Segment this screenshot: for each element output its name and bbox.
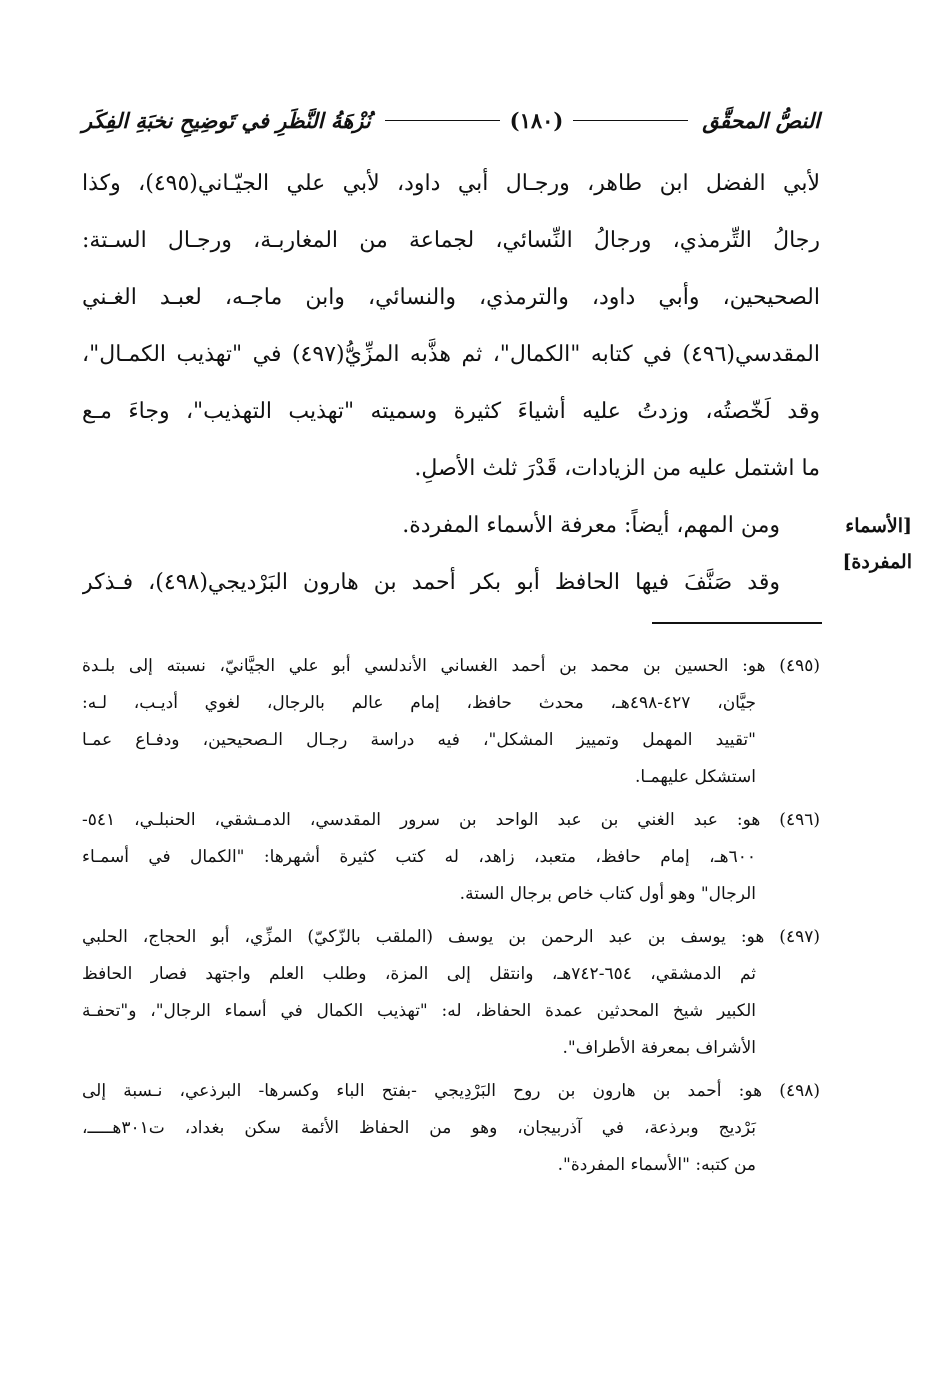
footnote-line: جيَّان، ٤٢٧-٤٩٨هـ، محدث حافظ، إمام عالم بالرجال، لغوي أديـب، لـه:: [82, 693, 756, 713]
running-header: [82, 100, 820, 140]
footnote-line: (٤٩٦) هو: عبد الغني بن عبد الواحد بن سرور المقدسي، الدمـشقي، الحنبلـي، ٥٤١-: [82, 810, 820, 830]
page-number: (١٨٠): [509, 107, 564, 133]
footnote-line: بَرْديج وبرذعة، في آذربيجان، وهو من الحفاظ الأئمة سكن بغداد، ت٣٠١هـــــ،: [82, 1118, 756, 1138]
text-line: رجالُ التِّرمذي، ورجالُ النِّسائي، لجماعة من المغاربـة، ورجـال السـتة:: [82, 228, 820, 253]
text-line: ومن المهم، أيضاً: معرفة الأسماء المفردة.: [402, 513, 780, 538]
footnote-496: [82, 802, 820, 913]
footnote-line: من كتبه: "الأسماء المفردة".: [557, 1155, 756, 1175]
margin-heading-line: المفردة]: [842, 551, 912, 573]
text-line: ما اشتمل عليه من الزيادات، قَدْرَ ثلث الأصلِ.: [414, 456, 820, 481]
footnote-line: (٤٩٥) هو: الحسين بن محمد بن أحمد الغساني الأندلسي أبو علي الجيَّانيّ، نسبته إلى بلـدة: [82, 656, 820, 676]
main-text: [82, 155, 820, 611]
page-number-block: [385, 108, 689, 133]
section-title: النصُّ المحقَّق: [702, 107, 820, 133]
header-rule: [573, 120, 688, 121]
text-line: لأبي الفضل ابن طاهر، ورجـال أبي داود، لأبي علي الجيّـاني(٤٩٥)، وكذا: [82, 171, 820, 196]
footnote-line: الأشراف بمعرفة الأطراف".: [562, 1038, 756, 1058]
footnote-separator: [652, 622, 822, 624]
margin-heading: [842, 508, 912, 580]
footnote-498: [82, 1073, 820, 1184]
footnote-line: استشكل عليهمـا.: [634, 767, 756, 787]
footnotes: [82, 648, 820, 1190]
text-line: وقد لَخّصتُه، وزدتُ عليه أشياءَ كثيرة وسميته "تهذيب التهذيب"، وجاءَ مـع: [82, 399, 820, 424]
footnote-line: ٦٠٠هـ، إمام حافظ، متعبد، زاهد، له كتب كثيرة أشهرها: "الكمال في أسمـاء: [82, 847, 756, 867]
footnote-line: "تقييد المهمل وتمييز المشكل"، فيه دراسة رجـال الـصحيحين، ودفـاع عمـا: [82, 730, 756, 750]
footnote-line: (٤٩٨) هو: أحمد بن هارون بن روح البَرْدِيجي -بفتح الباء وكسرها- البرذعي، نـسبة إلى: [82, 1081, 820, 1101]
footnote-line: (٤٩٧) هو: يوسف بن عبد الرحمن بن يوسف (الملقب بالزّكيّ) المزِّي، أبو الحجاج، الحلبي: [82, 927, 820, 947]
footnote-line: ثم الدمشقي، ٦٥٤-٧٤٢هـ، وانتقل إلى المزة، وطلب العلم واجتهد فصار الحافظ: [82, 964, 756, 984]
footnote-line: الرجال" وهو أول كتاب خاص برجال الستة.: [459, 884, 756, 904]
footnote-497: [82, 919, 820, 1067]
margin-heading-line: [الأسماء: [845, 515, 912, 537]
footnote-495: [82, 648, 820, 796]
text-line: وقد صَنَّفَ فيها الحافظ أبو بكر أحمد بن هارون البَرْديجي(٤٩٨)، فـذكر: [82, 570, 780, 595]
book-title: نُزْهَةُ النَّظَرِ في تَوضِيحِ نخبَةِ الفِكَر: [82, 107, 371, 133]
header-rule: [385, 120, 500, 121]
footnote-line: الكبير شيخ المحدثين عمدة الحفاظ، له: "تهذيب الكمال في أسماء الرجال"، و"تحفـة: [82, 1001, 756, 1021]
text-line: الصحيحين، وأبي داود، والترمذي، والنسائي، وابن ماجـه، لعبـد الغـني: [82, 285, 820, 310]
text-line: المقدسي(٤٩٦) في كتابه "الكمال"، ثم هذَّبه المزِّيُّ(٤٩٧) في "تهذيب الكمـال"،: [82, 342, 820, 367]
